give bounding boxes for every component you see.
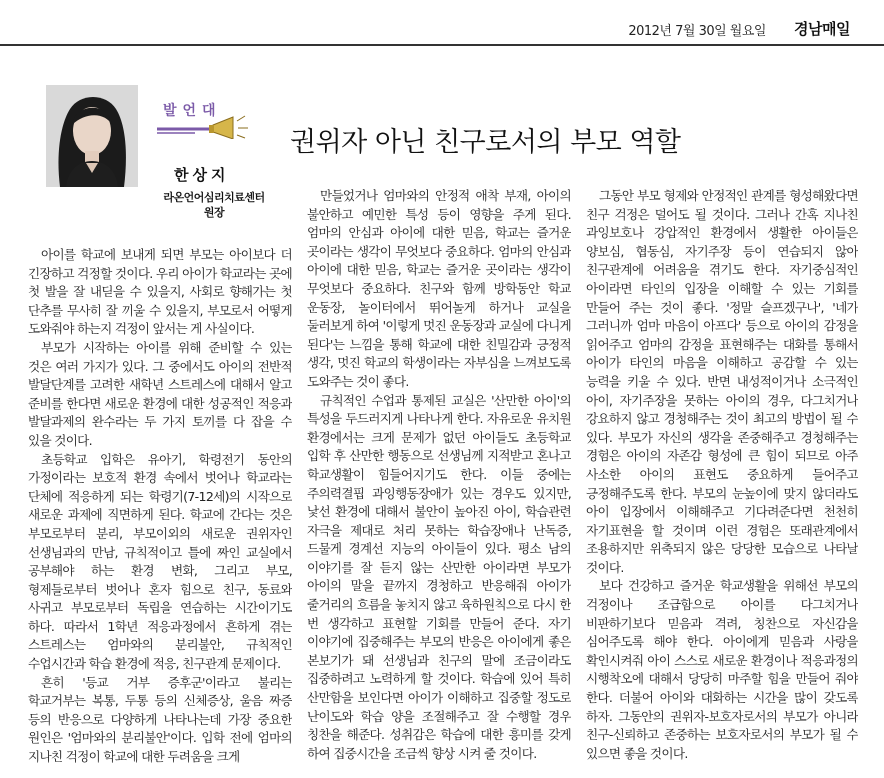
- issue-date: 2012년 7월 30일 월요일: [628, 24, 766, 39]
- paragraph: 보다 건강하고 즐거운 학교생활을 위해선 부모의 걱정이나 조급함으로 아이를 다그치거나 비판하기보다 믿음과 격려, 칭찬으로 자신감을 심어주도록 해야 한다. 아이에게 믿음과 사랑을 확인시켜줘 아이 스스로 새로운 환경이나 적응과정의 시행착오에 대해서 당당히 마주할 힘을 만들어 줘야 한다. 더불어 아이와 대화하는 시간을 많이 갖도록 하자. 그동안의 권위자-보호자로서의 부모가 아니라 친구-신뢰하고 존중하는 보호자로서의 부모가 될 수 있으면 좋을 것이다.: [586, 578, 858, 761]
- paragraph: 흔히 '등교 거부 증후군'이라고 불리는 학교거부는 복통, 두통 등의 신체증상, 울음 짜증 등의 반응으로 다양하게 나타나는데 가장 중요한 원인은 '엄마와의 분리불안'이다. 입학 전에 엄마의 지나친 걱정이 학교에 대한 두려움을 크게: [28, 674, 292, 765]
- author-organization: 라온언어심리치료센터: [163, 191, 265, 204]
- paragraph: 아이를 학교에 보내게 되면 부모는 아이보다 더 긴장하고 걱정할 것이다. 우리 아이가 학교라는 곳에 첫 발을 잘 내딛을 수 있을지, 사회로 향해가는 첫 단추를 무사히 잘 끼울 수 있을지, 부모로서 어떻게 도와줘야 하는지 걱정이 앞서는 게 사실이다.: [28, 247, 292, 337]
- paragraph: 부모가 시작하는 아이를 위해 준비할 수 있는 것은 여러 가지가 있다. 그 중에서도 아이의 전반적 발달단계를 고려한 새학년 스트레스에 대해서 알고 준비를 한다면 새로운 환경에 대한 성공적인 적응과 발달과제의 완수라는 두 가지 토끼를 다 잡을 수 있을 것이다.: [28, 339, 292, 448]
- article-column-1: [28, 246, 292, 778]
- author-affiliation: [152, 190, 276, 220]
- author-name: 한상지: [174, 166, 230, 184]
- author-photo: [46, 85, 138, 187]
- author-position: 원장: [203, 206, 225, 219]
- newspaper-name: 경남매일: [794, 20, 850, 38]
- paragraph: 만들었거나 엄마와의 안정적 애착 부재, 아이의 불안하고 예민한 특성 등이 영향을 주게 된다. 엄마의 안심과 아이에 대한 믿음, 학교는 즐거운 곳이라는 생각이 무엇보다 중요하다. 엄마의 안심과 아이에 대한 믿음, 학교는 즐거운 곳이라는 생각이 무엇보다 중요하다. 친구와 함께 방학동안 학교 운동장, 놀이터에서 뛰어놀게 하거나 교실을 둘러보게 하여 '이렇게 멋진 운동장과 교실에 다니게 된다'는 느낌을 통해 학교에 대한 친밀감과 긍정적 생각, 멋진 학교의 학생이라는 자부심을 느껴보도록 도와주는 것이 좋다.: [307, 188, 571, 389]
- article-column-3: [586, 187, 858, 778]
- column-name: 발언대: [163, 103, 222, 119]
- article-column-2: [307, 187, 571, 778]
- page-header: [0, 0, 884, 46]
- paragraph: 그동안 부모 형제와 안정적인 관계를 형성해왔다면 친구 걱정은 덜어도 될 것이다. 그러나 간혹 지나친 과잉보호나 강압적인 환경에서 생활한 아이들은 양보심, 협동심, 자기주장 등이 연습되지 않아 친구관계에 어려움을 겪기도 한다. 자기중심적인 아이라면 타인의 입장을 이해할 수 있는 기회를 만들어 주는 것이 좋다. '정말 슬프겠구나', '네가 그러니까 엄마 마음이 아프다' 등으로 아이의 감정을 읽어주고 엄마의 감정을 표현해주는 대화를 통해서 아이가 타인의 마음을 이해하고 공감할 수 있는 능력을 키울 수 있다. 반면 내성적이거나 소극적인 아이, 자기주장을 못하는 아이의 경우, 다그치거나 강요하지 않고 경청해주는 것이 최고의 방법이 될 수 있다. 부모가 자신의 생각을 존중해주고 경청해주는 경험은 아이의 자존감 형성에 큰 힘이 되므로 아주 사소한 아이의 표현도 중요하게 들어주고 긍정해주도록 한다. 부모의 눈높이에 맞지 않더라도 아이 입장에서 이해해주고 기다려준다면 천천히 자기표현을 할 것이며 이런 경험은 또래관계에서 조용하지만 위축되지 않은 당당한 모습으로 나타날 것이다.: [586, 188, 858, 575]
- paragraph: 초등학교 입학은 유아기, 학령전기 동안의 가정이라는 보호적 환경 속에서 벗어나 학교라는 단체에 적응하게 되는 학령기(7-12세)의 시작으로 새로운 과제에 직면하게 된다. 학교에 간다는 것은 부모로부터 분리, 부모이외의 새로운 권위자인 선생님과의 만남, 규칙적이고 틀에 짜인 교실에서 공부해야 하는 환경 변화, 그리고 부모, 형제들로부터 벗어나 혼자 힘으로 친구, 동료와 사귀고 부모로부터 독립을 연습하는 시간이기도 하다. 따라서 1학년 적응과정에서 흔하게 겪는 스트레스는 엄마와의 분리불안, 규칙적인 수업시간과 학습 환경에 적응, 친구관계 문제이다.: [28, 451, 292, 672]
- article-headline: 권위자 아닌 친구로서의 부모 역할: [290, 127, 681, 158]
- megaphone-icon: [155, 113, 251, 139]
- paragraph: 규칙적인 수업과 통제된 교실은 '산만한 아이'의 특성을 두드러지게 나타나게 한다. 자유로운 유치원 환경에서는 크게 문제가 없던 아이들도 초등학교 입학 후 산만한 행동으로 선생님께 지적받고 혼나고 학교생활이 힘들어지기도 한다. 이들 중에는 주의력결핍 과잉행동장애가 있는 경우도 있지만, 낯선 환경에 대해서 불안이 높아진 아이, 학습관련 자극을 제대로 처리 못하는 학습장애나 난독증, 드물게 경계선 지능의 아이들이 있다. 평소 남의 이야기를 잘 듣지 않는 산만한 아이라면 부모가 아이의 말을 끝까지 경청하고 반응해줘 아이가 줄거리의 흐름을 놓치지 않고 육하원칙으로 다시 한 번 생각하고 표현할 기회를 만들어 준다. 자기 이야기에 집중해주는 부모의 반응은 아이에게 좋은 본보기가 돼 선생님과 친구의 말에 조금이라도 집중하려고 노력하게 할 것이다. 학습에 있어 특히 산만함을 보인다면 아이가 이해하고 집중할 정도로 난이도와 학습 양을 조절해주고 잘 수행할 경우 칭찬을 해준다. 성취감은 학습에 대한 흥미를 갖게 하여 집중시간을 조금씩 향상 시켜 줄 것이다.: [307, 392, 571, 761]
